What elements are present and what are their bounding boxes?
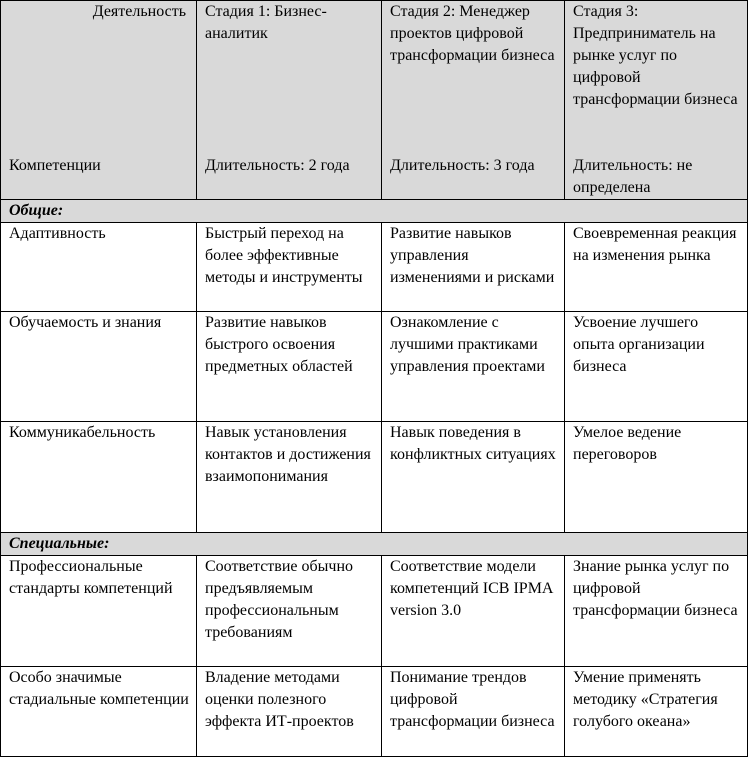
table-row xyxy=(1,556,748,667)
table-cell: Соответствие обычно предъявляемым профессиональным требованиям xyxy=(197,556,382,667)
header-row xyxy=(1,1,748,200)
stage-duration: Длительность: 2 года xyxy=(205,157,350,174)
competency-name: Особо значимые стадиальные компетенции xyxy=(1,667,197,757)
competency-name: Коммуникабельность xyxy=(1,422,197,533)
table-cell: Навык поведения в конфликтных ситуациях xyxy=(382,422,565,533)
table-cell: Соответствие модели компетенций ICB IPMA version 3.0 xyxy=(382,556,565,667)
table-cell: Знание рынка услуг по цифровой трансформации бизнеса xyxy=(565,556,748,667)
table-cell: Быстрый переход на более эффективные методы и инструменты xyxy=(197,223,382,312)
stage-duration: Длительность: 3 года xyxy=(390,157,535,174)
competency-name: Профессиональные стандарты компетенций xyxy=(1,556,197,667)
section-row-general xyxy=(1,200,748,223)
stage-2-header xyxy=(382,1,565,200)
table-cell: Умение применять методику «Стратегия голубого океана» xyxy=(565,667,748,757)
table-row xyxy=(1,312,748,422)
competency-name: Обучаемость и знания xyxy=(1,312,197,422)
table-row xyxy=(1,223,748,312)
activity-header: Деятельность xyxy=(92,3,186,20)
stage-duration: Длительность: не определена xyxy=(573,157,693,196)
stage-3-header xyxy=(565,1,748,200)
stage-title: Стадия 1: Бизнес-аналитик xyxy=(205,3,327,42)
table-row xyxy=(1,667,748,757)
table-cell: Своевременная реакция на изменения рынка xyxy=(565,223,748,312)
section-row-special xyxy=(1,533,748,556)
section-label: Специальные: xyxy=(1,533,748,556)
table-row xyxy=(1,422,748,533)
competency-name: Адаптивность xyxy=(1,223,197,312)
stage-1-header xyxy=(197,1,382,200)
table-cell: Владение методами оценки полезного эффекта ИТ-проектов xyxy=(197,667,382,757)
table-cell: Усвоение лучшего опыта организации бизнеса xyxy=(565,312,748,422)
section-label: Общие: xyxy=(1,200,748,223)
table-cell: Ознакомление с лучшими практиками управления проектами xyxy=(382,312,565,422)
header-corner-cell xyxy=(1,1,197,200)
table-cell: Навык установления контактов и достижения взаимопонимания xyxy=(197,422,382,533)
table-cell: Умелое ведение переговоров xyxy=(565,422,748,533)
table-cell: Понимание трендов цифровой трансформации бизнеса xyxy=(382,667,565,757)
table-cell: Развитие навыков быстрого освоения предметных областей xyxy=(197,312,382,422)
stage-title: Стадия 3: Предприниматель на рынке услуг по цифровой трансформации бизнеса xyxy=(573,3,738,108)
stage-title: Стадия 2: Менеджер проектов цифровой трансформации бизнеса xyxy=(390,3,555,64)
competencies-header: Компетенции xyxy=(9,157,101,174)
table-cell: Развитие навыков управления изменениями и рисками xyxy=(382,223,565,312)
